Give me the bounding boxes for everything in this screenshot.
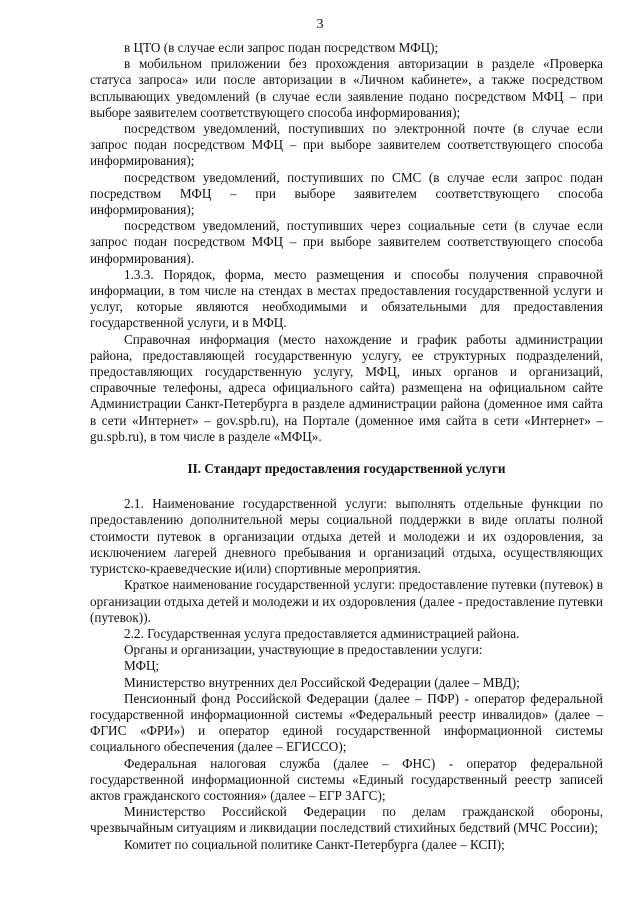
paragraph-1-3-3: 1.3.3. Порядок, форма, место размещения и способы получения справочной информации, в том числе на стендах в местах предоставления государственной услуги и услуг, которые являются необходимыми и обязательными для предоставления государственной услуги, и в МФЦ.	[90, 266, 603, 331]
paragraph-participating-orgs: Органы и организации, участвующие в предоставлении услуги:	[124, 642, 483, 658]
list-item-mfc: МФЦ;	[124, 658, 160, 674]
list-item-mvd: Министерство внутренних дел Российской Федерации (далее – МВД);	[124, 674, 520, 690]
paragraph-2-1: 2.1. Наименование государственной услуги: выполнять отдельные функции по предоставлению дополнительной меры социальной поддержки в виде оплаты полной стоимости путевок в организации отдыха детей и молодежи и их оздоровления, за исключением лагерей дневного пребывания и организаций отдыха, осуществляющих туристско-краеведческие и(или) спортивные мероприятия.	[90, 496, 603, 577]
section-heading: II. Стандарт предоставления государственной услуги	[187, 461, 506, 477]
list-item-ksp: Комитет по социальной политике Санкт-Петербурга (далее – КСП);	[124, 836, 505, 852]
paragraph-2-2: 2.2. Государственная услуга предоставляется администрацией района.	[124, 625, 520, 641]
document-body	[90, 40, 603, 853]
paragraph-reference-info: Справочная информация (место нахождение и график работы администрации района, предоставляющей государственную услугу, ее структурных подразделений, предоставляющих государственную услугу, МФЦ, иных органов и организаций, справочные телефоны, адреса официального сайта) размещена на официальном сайте Администрации Санкт-Петербурга в разделе администрации района (доменное имя сайта в сети «Интернет» – gov.spb.ru), на Портале (доменное имя сайта в сети «Интернет» – gu.spb.ru), в том числе в разделе «МФЦ».	[90, 331, 603, 444]
paragraph-sms: посредством уведомлений, поступивших по СМС (в случае если запрос подан посредством МФЦ – при выборе заявителем соответствующего способа информирования);	[90, 169, 603, 218]
list-item-pfr: Пенсионный фонд Российской Федерации (далее – ПФР) - оператор федеральной государственной информационной системы «Федеральный реестр инвалидов» (далее – ФГИС «ФРИ») и оператор единой государственной информационной системы социального обеспечения (далее – ЕГИССО);	[90, 690, 603, 755]
paragraph-mobile-app: в мобильном приложении без прохождения авторизации в разделе «Проверка статуса запроса» или после авторизации в «Личном кабинете», а также посредством всплывающих уведомлений (в случае если заявление подано посредством МФЦ – при выборе заявителем соответствующего способа информирования);	[90, 56, 603, 120]
paragraph-email: посредством уведомлений, поступивших по электронной почте (в случае если запрос подан посредством МФЦ – при выборе заявителем соответствующего способа информирования);	[90, 121, 603, 169]
list-item-fns: Федеральная налоговая служба (далее – ФНС) - оператор федеральной государственной информационной системы «Единый государственный реестр записей актов гражданского состояния» (далее – ЕГР ЗАГС);	[90, 755, 603, 803]
paragraph-mfc-cto: в ЦТО (в случае если запрос подан посредством МФЦ);	[124, 40, 439, 55]
list-item-mchs: Министерство Российской Федерации по делам гражданской обороны, чрезвычайным ситуациям и ликвидации последствий стихийных бедствий (МЧС России);	[90, 804, 603, 836]
paragraph-social-networks: посредством уведомлений, поступивших через социальные сети (в случае если запрос подан посредством МФЦ – при выборе заявителем соответствующего способа информирования).	[90, 218, 603, 266]
page-number: 3	[316, 17, 324, 32]
paragraph-short-name: Краткое наименование государственной услуги: предоставление путевки (путевок) в организации отдыха детей и молодежи и их оздоровления (далее - предоставление путевки (путевок)).	[90, 577, 603, 625]
